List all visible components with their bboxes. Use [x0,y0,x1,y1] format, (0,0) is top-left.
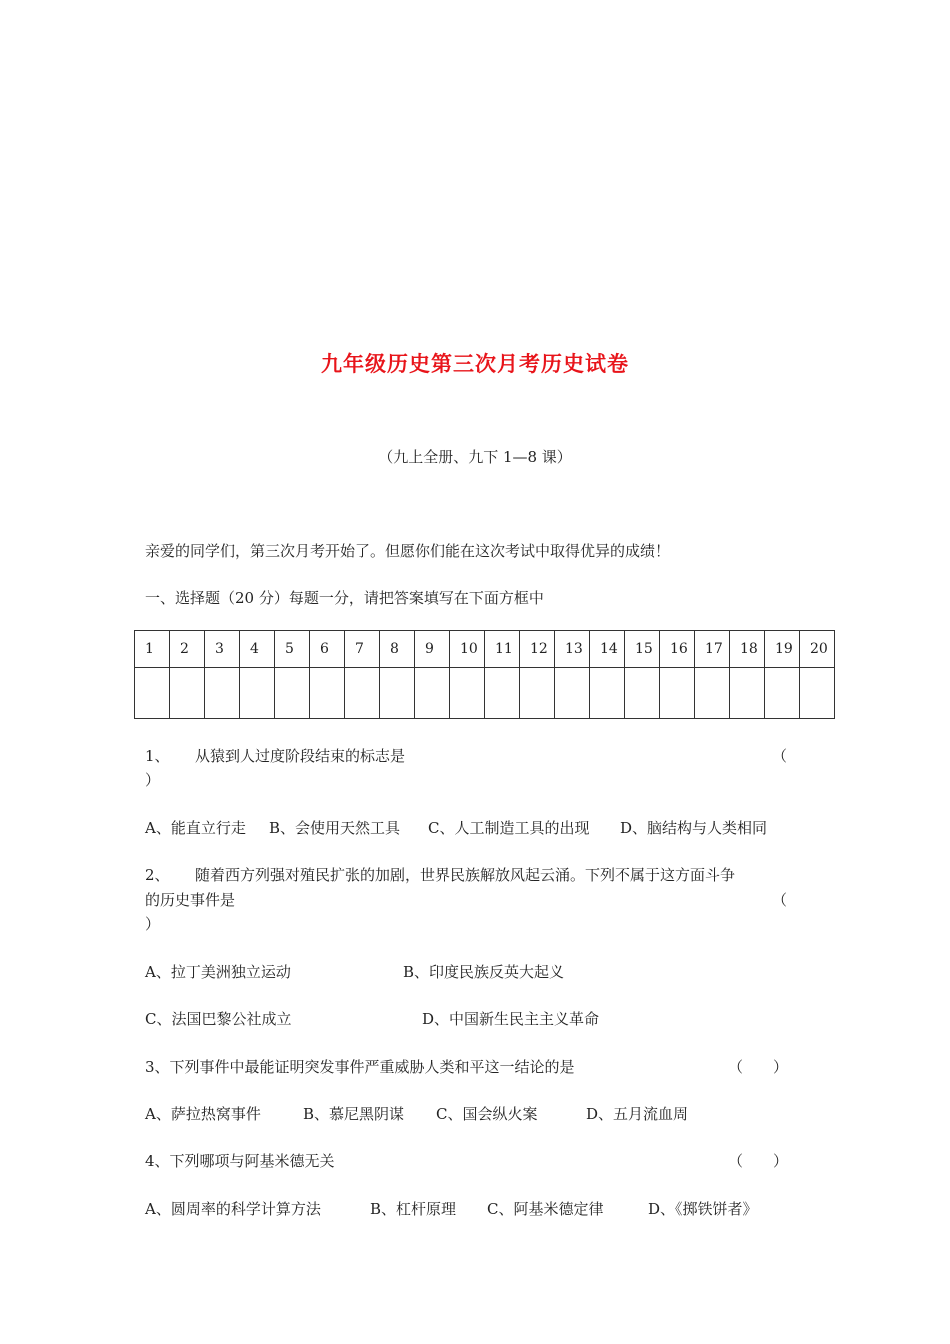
exam-subtitle: （九上全册、九下 1—8 课） [378,448,572,466]
answer-blank-cell[interactable] [765,668,800,719]
q4-option-c: C、阿基米德定律 [487,1200,604,1218]
q4-answer-paren: （ ） [728,1152,789,1170]
answer-number-cell: 13 [555,631,590,668]
answer-number-cell: 2 [170,631,205,668]
q4-option-b: B、杠杆原理 [370,1200,457,1218]
q1-option-c: C、人工制造工具的出现 [428,819,590,837]
answer-number-cell: 19 [765,631,800,668]
answer-number-cell: 5 [275,631,310,668]
answer-blank-cell[interactable] [345,668,380,719]
answer-blank-cell[interactable] [205,668,240,719]
answer-number-cell: 1 [135,631,170,668]
answer-blank-cell[interactable] [275,668,310,719]
answer-number-cell: 15 [625,631,660,668]
answer-blank-cell[interactable] [310,668,345,719]
answer-blank-cell[interactable] [695,668,730,719]
answer-blank-cell[interactable] [590,668,625,719]
answer-blank-cell[interactable] [555,668,590,719]
q1-option-b: B、会使用天然工具 [269,819,401,837]
q4-option-d: D、《掷铁饼者》 [648,1200,758,1218]
answer-blank-cell[interactable] [660,668,695,719]
q3-option-a: A、萨拉热窝事件 [145,1105,261,1123]
answer-number-cell: 3 [205,631,240,668]
q1-option-d: D、脑结构与人类相同 [620,819,768,837]
q3-option-b: B、慕尼黑阴谋 [303,1105,405,1123]
answer-blank-cell[interactable] [730,668,765,719]
q1-option-a: A、能直立行走 [145,819,246,837]
answer-blank-cell[interactable] [240,668,275,719]
q4-text: 4、下列哪项与阿基米德无关 [145,1152,335,1170]
answer-number-cell: 11 [485,631,520,668]
q4-option-a: A、圆周率的科学计算方法 [145,1200,321,1218]
answer-number-cell: 4 [240,631,275,668]
q2-option-a: A、拉丁美洲独立运动 [145,963,291,981]
q3-option-d: D、五月流血周 [586,1105,689,1123]
answer-blank-cell[interactable] [450,668,485,719]
answer-number-cell: 7 [345,631,380,668]
answer-grid [134,630,835,719]
answer-blank-cell[interactable] [415,668,450,719]
section-heading: 一、选择题（20 分）每题一分，请把答案填写在下面方框中 [145,589,544,607]
answer-number-cell: 18 [730,631,765,668]
q3-text: 3、下列事件中最能证明突发事件严重威胁人类和平这一结论的是 [145,1058,575,1076]
answer-number-cell: 6 [310,631,345,668]
q2-text-line1: 随着西方列强对殖民扩张的加剧，世界民族解放风起云涌。下列不属于这方面斗争 [195,866,736,884]
answer-number-cell: 17 [695,631,730,668]
q3-option-c: C、国会纵火案 [436,1105,538,1123]
answer-blank-cell[interactable] [380,668,415,719]
answer-blank-cell[interactable] [800,668,835,719]
answer-number-cell: 12 [520,631,555,668]
q2-number: 2、 [145,866,170,884]
q2-option-c: C、法国巴黎公社成立 [145,1010,292,1028]
answer-blank-cell[interactable] [520,668,555,719]
q1-paren-close: ） [145,771,161,789]
answer-grid-number-row [135,631,835,668]
q1-text: 从猿到人过度阶段结束的标志是 [195,747,406,765]
q2-option-d: D、中国新生民主主义革命 [422,1010,600,1028]
answer-number-cell: 8 [380,631,415,668]
answer-blank-cell[interactable] [625,668,660,719]
q2-option-b: B、印度民族反英大起义 [403,963,565,981]
answer-number-cell: 20 [800,631,835,668]
answer-blank-cell[interactable] [170,668,205,719]
q3-answer-paren: （ ） [728,1058,789,1076]
q2-text-line2: 的历史事件是 [145,891,236,909]
answer-blank-cell[interactable] [135,668,170,719]
answer-number-cell: 9 [415,631,450,668]
answer-number-cell: 14 [590,631,625,668]
q1-number: 1、 [145,747,170,765]
q1-paren-open: （ [772,747,788,765]
q2-paren-open: （ [772,891,788,909]
answer-number-cell: 16 [660,631,695,668]
intro-text: 亲爱的同学们，第三次月考开始了。但愿你们能在这次考试中取得优异的成绩！ [145,542,671,560]
q2-paren-close: ） [145,915,161,933]
exam-title: 九年级历史第三次月考历史试卷 [321,351,629,376]
answer-blank-cell[interactable] [485,668,520,719]
answer-number-cell: 10 [450,631,485,668]
answer-grid-blank-row [135,668,835,719]
